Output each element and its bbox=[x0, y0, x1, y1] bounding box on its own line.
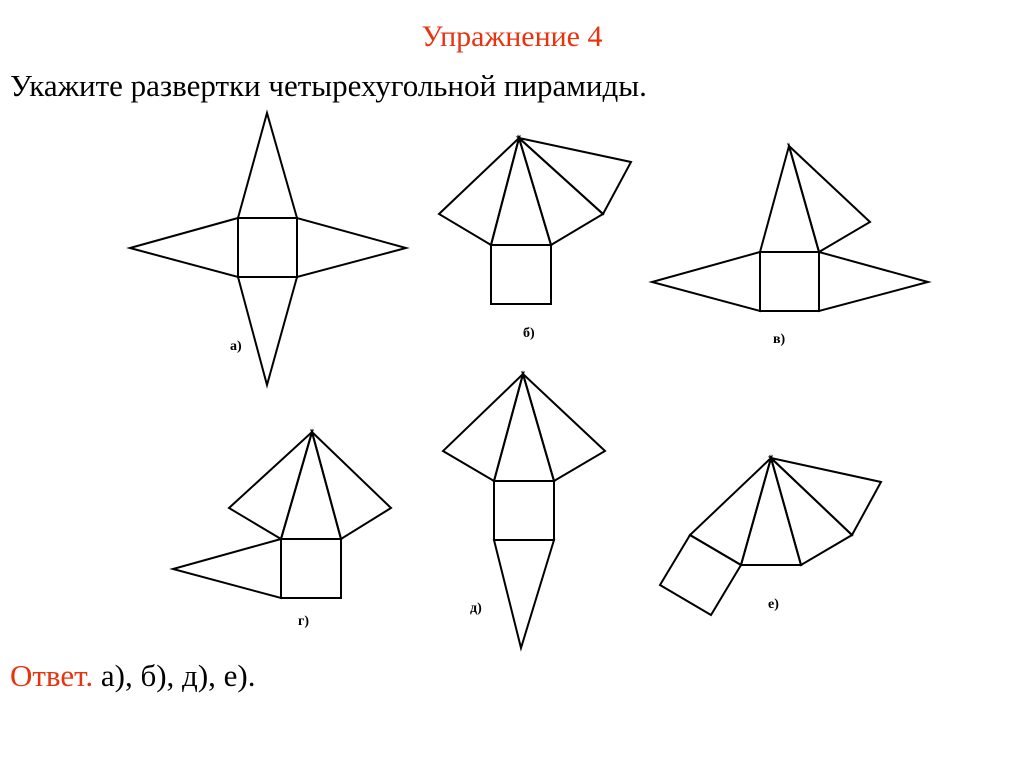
net-d-left-face bbox=[443, 374, 523, 481]
net-g-side-face bbox=[173, 539, 281, 598]
net-v-extra-face bbox=[789, 146, 870, 252]
net-e-base-square bbox=[660, 535, 741, 615]
net-b-far-face bbox=[519, 138, 631, 214]
net-v bbox=[652, 146, 928, 347]
net-b bbox=[439, 138, 631, 341]
net-b-front-face bbox=[491, 138, 551, 245]
net-d-front-face bbox=[494, 374, 554, 481]
net-a-base-square bbox=[238, 218, 297, 277]
net-g-base-square bbox=[281, 539, 341, 598]
net-v-right-face bbox=[819, 252, 928, 311]
net-d bbox=[443, 374, 605, 648]
net-e-center-face bbox=[741, 458, 801, 565]
answer-value: а), б), д), е). bbox=[100, 658, 256, 693]
net-a-right-face bbox=[297, 218, 406, 277]
net-v-label: в) bbox=[773, 332, 786, 347]
net-a-label: а) bbox=[230, 339, 242, 354]
answer bbox=[10, 658, 255, 694]
net-d-bottom-face bbox=[494, 540, 554, 648]
net-a-bottom-face bbox=[238, 277, 297, 385]
net-g-left-face bbox=[229, 432, 312, 539]
net-b-label: б) bbox=[523, 326, 535, 341]
net-e-left-face bbox=[690, 458, 771, 565]
net-g bbox=[173, 432, 391, 629]
net-a-left-face bbox=[130, 218, 238, 277]
net-g-front-face bbox=[281, 432, 341, 539]
net-g-label: г) bbox=[298, 614, 310, 629]
net-e-right-face bbox=[771, 458, 852, 565]
net-e-far-face bbox=[771, 458, 881, 535]
net-e bbox=[660, 458, 881, 615]
net-a-top-face bbox=[238, 113, 297, 218]
net-a bbox=[130, 113, 406, 385]
net-v-left-face bbox=[652, 252, 760, 311]
slide-title: Упражнение 4 bbox=[421, 20, 603, 53]
net-d-right-face bbox=[523, 374, 605, 481]
net-b-left-face bbox=[439, 138, 519, 245]
net-e-label: е) bbox=[768, 597, 779, 612]
net-v-base-square bbox=[760, 252, 819, 311]
answer-label: Ответ. bbox=[10, 658, 94, 693]
task-text: Укажите развертки четырехугольной пирамиды. bbox=[10, 68, 647, 103]
net-g-right-face bbox=[312, 432, 391, 539]
net-d-label: д) bbox=[470, 601, 482, 616]
net-b-base-square bbox=[491, 245, 551, 304]
net-v-top-face bbox=[760, 146, 819, 252]
net-d-base-square bbox=[494, 481, 554, 540]
